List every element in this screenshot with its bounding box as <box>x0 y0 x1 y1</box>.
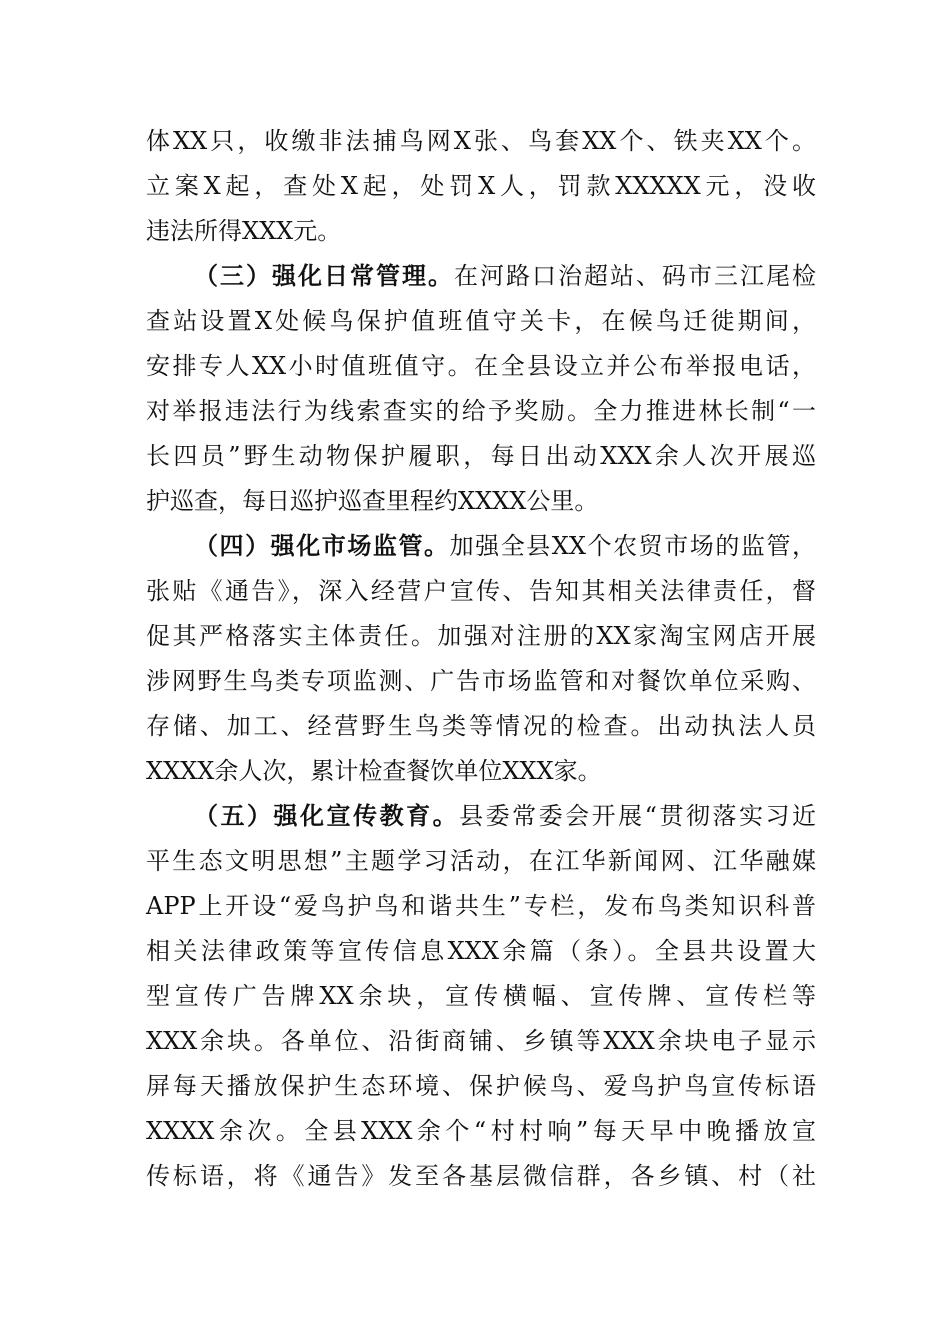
body-text-line: 长四员”野生动物保护履职，每日出动XXX余人次开展巡 <box>146 442 816 470</box>
body-text: 在河路口治超站、码市三江尾检 <box>454 262 816 290</box>
section-heading: （四）强化市场监管。 <box>194 532 450 560</box>
body-text-line: 查站设置X处候鸟保护值班值守关卡，在候鸟迁徙期间， <box>146 307 816 335</box>
body-text-line: 平生态文明思想”主题学习活动，在江华新闻网、江华融媒 <box>146 847 816 875</box>
body-text-line: 相关法律政策等宣传信息XXX余篇（条）。全县共设置大 <box>146 937 816 965</box>
body-text-line: 促其严格落实主体责任。加强对注册的XX家淘宝网店开展 <box>146 622 816 650</box>
body-text-line: 对举报违法行为线索查实的给予奖励。全力推进林长制“一 <box>146 397 816 425</box>
body-text-line: XXXX余次。全县XXX余个“村村响”每天早中晚播放宣 <box>146 1117 816 1145</box>
body-text-line: XXXX余人次，累计检查餐饮单位XXX家。 <box>146 757 602 785</box>
body-text-line: 安排专人XX小时值班值守。在全县设立并公布举报电话， <box>146 352 816 380</box>
paragraph-first-line <box>194 253 816 299</box>
body-text-line: 立案X起，查处X起，处罚X人，罚款XXXXX元，没收 <box>146 172 816 200</box>
body-text-line: 传标语，将《通告》发至各基层微信群，各乡镇、村（社 <box>146 1162 816 1190</box>
body-text-line: 体XX只，收缴非法捕鸟网X张、鸟套XX个、铁夹XX个。 <box>146 127 816 155</box>
body-text-line: 护巡查，每日巡护巡查里程约XXXX公里。 <box>146 487 599 515</box>
body-text: 县委常委会开展“贯彻落实习近 <box>459 802 817 830</box>
body-text-line: 违法所得XXX元。 <box>146 217 342 245</box>
section-heading: （三）强化日常管理。 <box>194 262 454 290</box>
paragraph-first-line <box>194 523 816 569</box>
body-text-line: 涉网野生鸟类专项监测、广告市场监管和对餐饮单位采购、 <box>146 667 816 695</box>
paragraph-first-line <box>194 793 816 839</box>
body-text-line: 型宣传广告牌XX余块，宣传横幅、宣传牌、宣传栏等 <box>146 982 816 1010</box>
body-text-line: 张贴《通告》，深入经营户宣传、告知其相关法律责任，督 <box>146 577 816 605</box>
body-text-line: 屏每天播放保护生态环境、保护候鸟、爱鸟护鸟宣传标语 <box>146 1072 816 1100</box>
body-text-line: 存储、加工、经营野生鸟类等情况的检查。出动执法人员 <box>146 712 816 740</box>
body-text: 加强全县XX个农贸市场的监管， <box>449 532 816 560</box>
body-text-line: XXX余块。各单位、沿街商铺、乡镇等XXX余块电子显示 <box>146 1027 816 1055</box>
section-heading: （五）强化宣传教育。 <box>194 802 460 830</box>
body-text-line: APP上开设“爱鸟护鸟和谐共生”专栏，发布鸟类知识科普 <box>146 892 816 920</box>
